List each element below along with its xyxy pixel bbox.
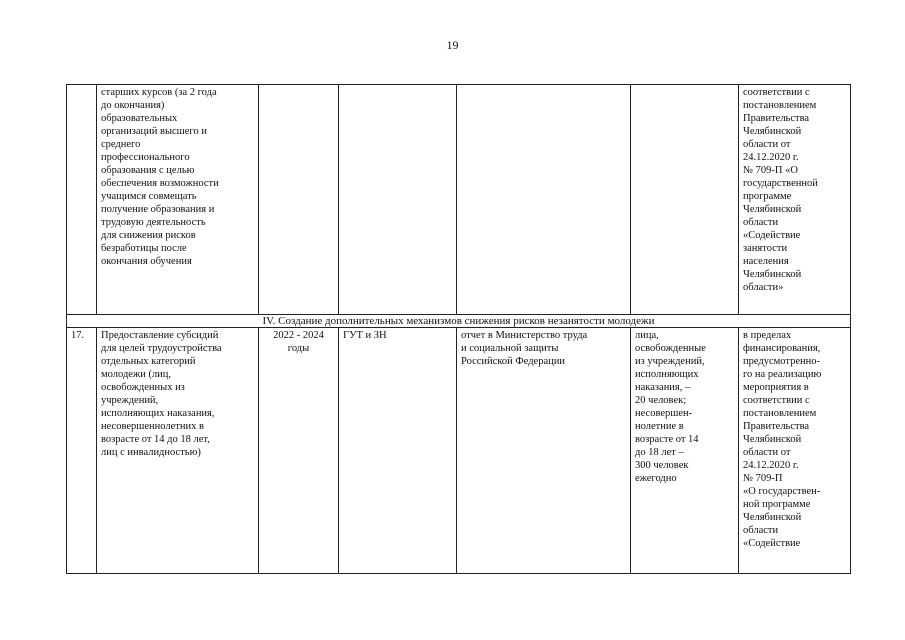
table-row — [67, 85, 851, 315]
financing-cell: в пределах финансирования, предусмотренно- го на реализацию мероприятия в соответствии с постановлением Правительства Челябинской области от 24.12.2020 г. № 709-П «О государствен- ной программе Челябинской области «Содействие — [739, 328, 851, 574]
table-row — [67, 328, 851, 574]
section-header-row — [67, 315, 851, 328]
section-title: IV. Создание дополнительных механизмов снижения рисков незанятости молодежи — [67, 315, 851, 328]
report-cell: отчет в Министерство труда и социальной защиты Российской Федерации — [457, 328, 631, 574]
financing-cell: соответствии с постановлением Правительства Челябинской области от 24.12.2020 г. № 709-П «О государственной программе Челябинской области «Содействие занятости населения Челябинской области» — [739, 85, 851, 315]
indicator-cell: лица, освобожденные из учреждений, исполняющих наказания, – 20 человек; несовершен- нолетние в возрасте от 14 до 18 лет – 300 человек ежегодно — [631, 328, 739, 574]
indicator-cell — [631, 85, 739, 315]
action-cell: старших курсов (за 2 года до окончания) образовательных организаций высшего и среднего профессионального образования с целью обеспечения возможности учащимся совмещать получение образования и трудовую деятельность для снижения рисков безработицы после окончания обучения — [97, 85, 259, 315]
period-cell: 2022 - 2024 годы — [259, 328, 339, 574]
report-cell — [457, 85, 631, 315]
page-number: 19 — [446, 38, 459, 52]
action-cell: Предоставление субсидий для целей трудоустройства отдельных категорий молодежи (лиц, освобожденных из учреждений, исполняющих наказания, несовершеннолетних в возрасте от 14 до 18 лет, лиц с инвалидностью) — [97, 328, 259, 574]
executor-cell — [339, 85, 457, 315]
executor-cell: ГУТ и ЗН — [339, 328, 457, 574]
measures-table — [66, 84, 851, 574]
row-number-cell: 17. — [67, 328, 97, 574]
period-cell — [259, 85, 339, 315]
row-number-cell — [67, 85, 97, 315]
